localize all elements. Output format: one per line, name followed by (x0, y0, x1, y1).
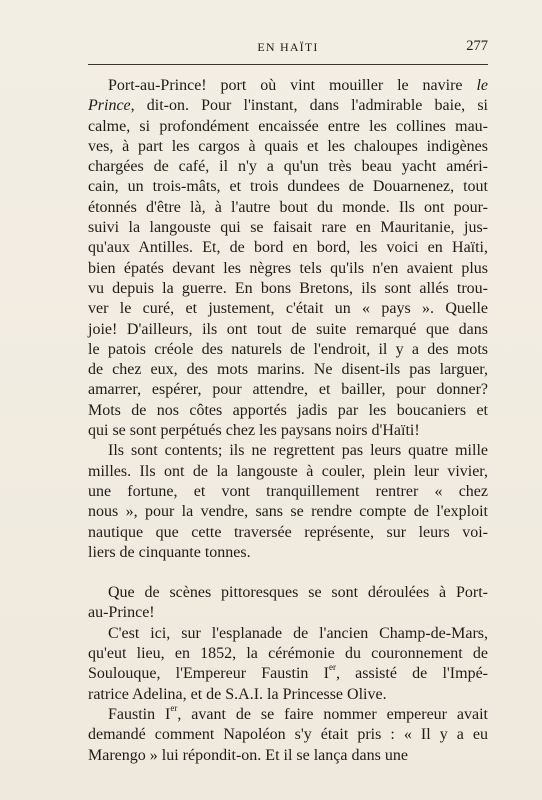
text-line: liers de cinquante tonnes. (88, 543, 251, 561)
text-line: C'est ici, sur l'esplanade de l'ancien Champ-de-Mars, (108, 624, 488, 642)
text-line: amarrer, espérer, pour attendre, et bailler, pour donner? (88, 381, 488, 399)
text-line: au-Prince! (88, 604, 155, 622)
text-line: chargées de café, il n'y a qu'un très beau yacht améri- (88, 158, 488, 176)
text-line: joie! D'ailleurs, ils ont tout de suite remarqué que dans (88, 320, 488, 338)
text-line: de chez eux, des mots marins. Ne disent-ils pas larguer, (88, 361, 488, 379)
paragraph (88, 702, 489, 766)
text-line: milles. Ils ont de la langouste à couler, plein leur vivier, (88, 462, 488, 480)
text-line: bien épatés devant les nègres tels qu'ils n'en avaient plus (88, 259, 488, 277)
text-line: ves, à part les cargos à quais et les chaloupes indigènes (88, 137, 488, 155)
text-line: Mots de nos côtes apportés jadis par les boucaniers et (88, 401, 488, 419)
text-line: Soulouque, l'Empereur Faustin Ier, assisté de l'Impé- (88, 661, 489, 683)
text-line: vu depuis la guerre. En bons Bretons, ils sont allés trou- (88, 279, 488, 297)
text-line: demandé comment Napoléon s'y était pris : « Il y a eu (88, 726, 488, 744)
text-line: une fortune, et vont tranquillement rentrer « chez (88, 482, 488, 500)
text-line: étonnés d'être là, à l'autre bout du monde. Ils ont pour- (88, 198, 488, 216)
body-text (88, 76, 488, 766)
text-line: Prince, dit-on. Pour l'instant, dans l'admirable baie, si (88, 97, 488, 115)
text-line: le patois créole des naturels de l'endroit, il y a des mots (88, 340, 488, 358)
text-line: suivi la langouste qui se faisait rare en Mauritanie, jus- (88, 219, 488, 237)
text-line: qu'aux Antilles. Et, de bord en bord, les voici en Haïti, (88, 239, 488, 257)
paragraph (88, 76, 488, 441)
page-header (88, 38, 488, 58)
text-line: Faustin Ier, avant de se faire nommer empereur avait (108, 702, 489, 723)
text-line: ratrice Adelina, et de S.A.I. la Princesse Olive. (88, 685, 387, 703)
text-line: Ils sont contents; ils ne regrettent pas leurs quatre mille (108, 442, 488, 460)
section-gap (88, 563, 488, 583)
text-line: nous », pour la vendre, sans se rendre compte de l'exploit (88, 503, 488, 521)
paragraph (88, 583, 488, 624)
text-line: calme, si profondément encaissée entre les collines mau- (88, 117, 488, 135)
text-line: nautique que cette traversée représente, sur leurs voi- (88, 523, 488, 541)
text-line: ver le curé, et justement, c'était un « pays ». Quelle (88, 300, 488, 318)
text-line: Port-au-Prince! port où vint mouiller le navire le (108, 77, 488, 94)
text-line: Que de scènes pittoresques se sont déroulées à Port- (108, 584, 488, 602)
paragraph (88, 624, 488, 705)
paragraph (88, 441, 488, 563)
page-number: 277 (466, 38, 488, 54)
header-rule (88, 64, 488, 65)
running-title: EN HAÏTI (257, 40, 319, 54)
text-line: qu'eut lieu, en 1852, la cérémonie du couronnement de (88, 645, 488, 663)
text-line: qui se sont perpétués chez les paysans noirs d'Haïti! (88, 422, 420, 440)
text-line: Marengo » lui répondit-on. Et il se lança dans une (88, 746, 408, 764)
text-line: cain, un trois-mâts, et trois dundees de Douarnenez, tout (88, 178, 488, 196)
